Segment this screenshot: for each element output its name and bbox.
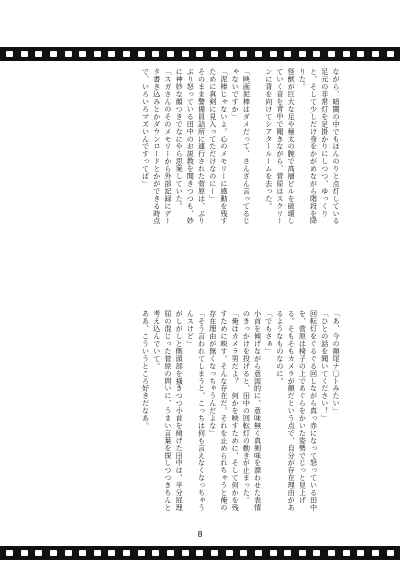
film-perforation xyxy=(328,51,335,57)
text-block-lower xyxy=(42,310,342,512)
film-perforation xyxy=(108,51,115,57)
film-perforation xyxy=(50,51,57,57)
film-perforation xyxy=(196,550,203,556)
film-perforation xyxy=(35,51,42,57)
film-perforation xyxy=(182,51,189,57)
film-perforation xyxy=(94,51,101,57)
film-perforation xyxy=(240,51,247,57)
paragraph: 怪獣が巨大な足や極太の腕で高層ビルを破壊していく音を背中で聞きながら、菅原はスクリーンに背を向けてシアタールームを去った。 xyxy=(264,68,297,225)
paragraph: 回転灯をぐるぐる回しながら真っ赤になって怒っている田中を、菅原は椅子の上であぐらをかいた姿勢でじっと見上げる。そもそもカメラが顔だという点で、自分が存在理由があるようなものなのに。 xyxy=(275,310,319,512)
film-perforation xyxy=(211,51,218,57)
film-perforation xyxy=(21,550,28,556)
page-number: 8 xyxy=(197,530,203,539)
film-perforation xyxy=(387,550,394,556)
film-perforation xyxy=(313,51,320,57)
blank-line xyxy=(252,68,263,228)
film-perforation xyxy=(299,51,306,57)
film-perforation xyxy=(138,550,145,556)
paragraph: 「あ、今の顔尾ナ〇トみたい」 xyxy=(332,310,341,415)
film-perforation xyxy=(50,550,57,556)
paragraph: 「映画泥棒はダメだって、さんざん言ってるじゃないですか」 xyxy=(231,68,252,225)
film-perforation xyxy=(65,51,72,57)
film-perforation xyxy=(284,51,291,57)
film-perforation xyxy=(108,550,115,556)
film-perforation xyxy=(270,51,277,57)
film-perforation xyxy=(65,550,72,556)
film-perforation xyxy=(21,51,28,57)
film-perforation xyxy=(79,550,86,556)
film-strip-bottom-border xyxy=(0,546,400,560)
film-perforation xyxy=(226,51,233,57)
text-block-upper xyxy=(42,68,342,228)
film-perforation xyxy=(94,550,101,556)
film-perforation xyxy=(313,550,320,556)
film-perforation xyxy=(152,550,159,556)
film-perforation xyxy=(343,550,350,556)
film-perforation xyxy=(240,550,247,556)
paragraph: がしがしと側頭部を搔きつつ小首を傾げた田中は、半分屁理屈の混じった菅原の問いに、うまい言葉を探しつつきちんと考え込んでいて。 xyxy=(152,310,185,512)
film-perforation xyxy=(79,51,86,57)
paragraph: そのまま警備員詰所に連行された菅原は、ぶりぶり怒っている田中のお説教を聞きつつも、妙に神妙な顔つきでなにやら思案していた。 xyxy=(175,68,207,225)
film-perforation xyxy=(255,51,262,57)
paragraph: 「そう言われてしまうと、こっちは何も言えなくなっちゃうんスけど」 xyxy=(186,310,207,512)
film-perforation xyxy=(123,550,130,556)
paragraph: 「泥棒じゃないよ。心のメモリーに感動を残すために真剣に見入ってただけなのにー」 xyxy=(208,68,229,225)
film-perforation xyxy=(35,550,42,556)
film-perforation xyxy=(357,51,364,57)
film-perforation xyxy=(270,550,277,556)
film-perforation xyxy=(387,51,394,57)
film-perforation xyxy=(123,51,130,57)
film-perforation xyxy=(182,550,189,556)
film-perforation xyxy=(167,550,174,556)
film-perforation xyxy=(372,51,379,57)
film-perforation xyxy=(299,550,306,556)
film-perforation xyxy=(167,51,174,57)
paragraph: 「俺はカメラ男だよ？ 何かを映すために、そして何かを残すために映す。そんな存在だ。それを止められちゃうと俺の存在理由が無くなっちゃうんだよな」 xyxy=(208,310,241,512)
paragraph: ながら、暗闇の中でもほんのりと点灯している足元の非常灯を足掛かりにしつつ、ゆっくりと、そして少しだけ身をかがめながら階段を降りた。 xyxy=(298,68,341,225)
film-perforation xyxy=(6,550,13,556)
film-perforation xyxy=(328,550,335,556)
film-perforation xyxy=(357,550,364,556)
film-perforation xyxy=(343,51,350,57)
film-perforation xyxy=(372,550,379,556)
film-perforation xyxy=(284,550,291,556)
paragraph: 「スガさんのそのメモリーから外部記録にデータ書き込みとかダウンロードとかができる時点で、いろいろマズいんですってば」 xyxy=(141,68,173,225)
paragraph: 「ひとの話を聞いてください！」 xyxy=(320,310,330,422)
paragraph: 「でもさぁ」 xyxy=(264,310,274,355)
film-perforation xyxy=(226,550,233,556)
film-perforation xyxy=(6,51,13,57)
film-perforation xyxy=(196,51,203,57)
paragraph: 小首を傾げながら意図的に、意味無く真剣味を漂わせた表情のきっかけを投げると、田中の回転灯の動きが止まった。 xyxy=(242,310,263,512)
film-perforation xyxy=(138,51,145,57)
film-perforation xyxy=(152,51,159,57)
film-perforation xyxy=(211,550,218,556)
film-strip-top-border xyxy=(0,47,400,61)
film-perforation xyxy=(255,550,262,556)
paragraph: ああ、こういうところ好きだなあ。 xyxy=(141,310,151,430)
